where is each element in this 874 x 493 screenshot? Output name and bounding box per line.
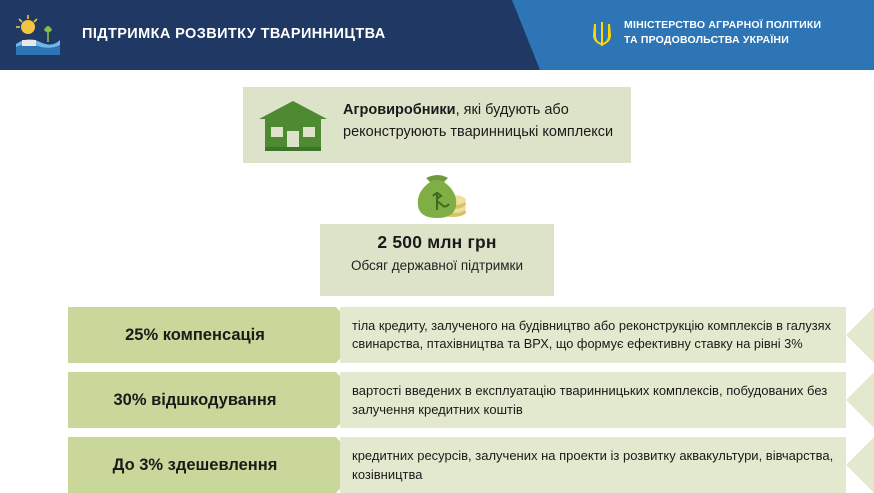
measure-label: До 3% здешевлення [68, 437, 336, 493]
beneficiary-text [343, 99, 621, 143]
measure-row [68, 307, 874, 363]
ukraine-trident-icon [588, 16, 616, 54]
support-amount-value: 2 500 млн грн [377, 232, 497, 252]
measure-text: вартості введених в експлуатацію тваринницьких комплексів, побудованих без залучення кредитних коштів [352, 383, 828, 417]
support-amount-card [320, 224, 554, 296]
measure-label: 30% відшкодування [68, 372, 336, 428]
ministry-name [624, 18, 864, 48]
measure-row [68, 437, 874, 493]
beneficiary-card [243, 87, 631, 163]
ministry-line-1: МІНІСТЕРСТВО АГРАРНОЇ ПОЛІТИКИ [624, 19, 822, 31]
ministry-line-2: ТА ПРОДОВОЛЬСТВА УКРАЇНИ [624, 34, 789, 46]
measure-row [68, 372, 874, 428]
support-amount-label: Обсяг державної підтримки [350, 258, 524, 273]
house-barn-icon [257, 97, 329, 155]
measure-body [340, 307, 874, 363]
header-bar [0, 0, 874, 70]
measure-text: тіла кредиту, залученого на будівництво або реконструкцію комплексів в галузях свинарства, птахівництва та ВРХ, що формує ефективну ставку на рівні 3% [352, 318, 831, 351]
agriculture-emblem-icon [14, 14, 62, 58]
page-title: ПІДТРИМКА РОЗВИТКУ ТВАРИННИЦТВА [82, 26, 386, 42]
beneficiary-text-bold: Агровиробники [343, 102, 456, 118]
money-bag-coins-icon [404, 168, 470, 222]
measure-body [340, 372, 874, 428]
measure-label: 25% компенсація [68, 307, 336, 363]
beneficiary-text-rest: , які будують або реконструюють тваринницькі комплекси [343, 102, 614, 140]
measure-body [340, 437, 874, 493]
measure-text: кредитних ресурсів, залучених на проекти із розвитку аквакультури, вівчарства, козівництва [352, 448, 834, 482]
